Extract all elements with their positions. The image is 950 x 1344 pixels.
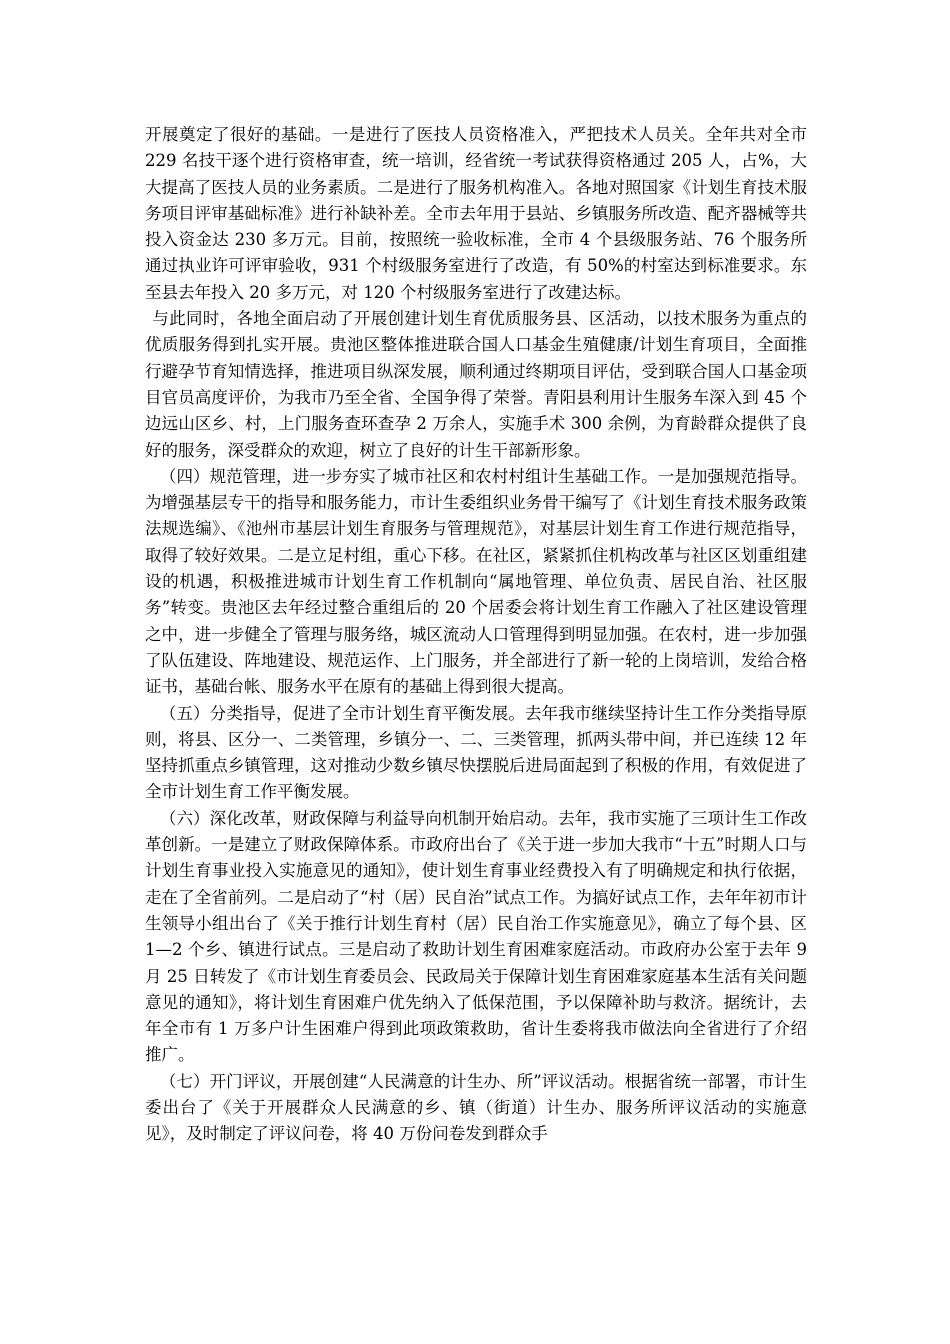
paragraph-section-5: （五）分类指导，促进了全市计划生育平衡发展。去年我市继续坚持计生工作分类指导原则，将县、区分一、二类管理，乡镇分一、二、三类管理，抓两头带中间，并已连续 12 年坚持抓重点乡镇管理，这对推动少数乡镇尽快摆脱后进局面起到了积极的作用，有效促进了全市计划生育工作平衡发展。 <box>145 703 807 802</box>
document-page <box>145 122 807 1148</box>
paragraph-qualification-access: 开展奠定了很好的基础。一是进行了医技人员资格准入，严把技术人员关。全年共对全市 229 名技干逐个进行资格审查，统一培训，经省统一考试获得资格通过 205 人，占%，大大提高了医技人员的业务素质。二是进行了服务机构准入。各地对照国家《计划生育技术服务项目评审基础标准》进行补缺补差。全市去年用于县站、乡镇服务所改造、配齐器械等共投入资金达 230 多万元。目前，按照统一验收标准，全市 4 个县级服务站、76 个服务所通过执业许可评审验收，931 个村级服务室进行了改造，有 50%的村室达到标准要求。东至县去年投入 20 多万元，对 120 个村级服务室进行了改建达标。 <box>145 125 807 302</box>
paragraph-section-4: （四）规范管理，进一步夯实了城市社区和农村村组计生基础工作。一是加强规范指导。为增强基层专干的指导和服务能力，市计生委组织业务骨干编写了《计划生育技术服务政策法规选编》、《池州市基层计划生育服务与管理规范》，对基层计划生育工作进行规范指导，取得了较好效果。二是立足村组，重心下移。在社区，紧紧抓住机构改革与社区区划重组建设的机遇，积极推进城市计划生育工作机制向“属地管理、单位负责、居民自治、社区服务”转变。贵池区去年经过整合重组后的 20 个居委会将计划生育工作融入了社区建设管理之中，进一步健全了管理与服务络，城区流动人口管理得到明显加强。在农村，进一步加强了队伍建设、阵地建设、规范运作、上门服务，并全部进行了新一轮的上岗培训，发给合格证书，基础台帐、服务水平在原有的基础上得到很大提高。 <box>145 466 807 697</box>
paragraph-section-7: （七）开门评议，开展创建“人民满意的计生办、所”评议活动。根据省统一部署，市计生委出台了《关于开展群众人民满意的乡、镇（街道）计生办、服务所评议活动的实施意见》，及时制定了评议问卷，将 40 万份问卷发到群众手 <box>145 1071 807 1144</box>
paragraph-quality-service: 与此同时，各地全面启动了开展创建计划生育优质服务县、区活动，以技术服务为重点的优质服务得到扎实开展。贵池区整体推进联合国人口基金生殖健康/计划生育项目，全面推行避孕节育知情选择，推进项目纵深发展，顺利通过终期项目评估，受到联合国人口基金项目官员高度评价，为我市乃至全省、全国争得了荣誉。青阳县利用计生服务车深入到 45 个边远山区乡、村，上门服务查环查孕 2 万余人，实施手术 300 余例，为育龄群众提供了良好的服务，深受群众的欢迎，树立了良好的计生干部新形象。 <box>145 309 807 460</box>
paragraph-section-6: （六）深化改革，财政保障与利益导向机制开始启动。去年，我市实施了三项计生工作改革创新。一是建立了财政保障体系。市政府出台了《关于进一步加大我市“十五”时期人口与计划生育事业投入实施意见的通知》，使计划生育事业经费投入有了明确规定和执行依据，走在了全省前列。二是启动了“村（居）民自治”试点工作。为搞好试点工作，去年年初市计生领导小组出台了《关于推行计划生育村（居）民自治工作实施意见》，确立了每个县、区 1—2 个乡、镇进行试点。三是启动了救助计划生育困难家庭活动。市政府办公室于去年 9 月 25 日转发了《市计划生育委员会、民政局关于保障计划生育困难家庭基本生活有关问题意见的通知》，将计划生育困难户优先纳入了低保范围，予以保障补助与救济。据统计，去年全市有 1 万多户计生困难户得到此项政策救助，省计生委将我市做法向全省进行了介绍推广。 <box>145 808 807 1065</box>
